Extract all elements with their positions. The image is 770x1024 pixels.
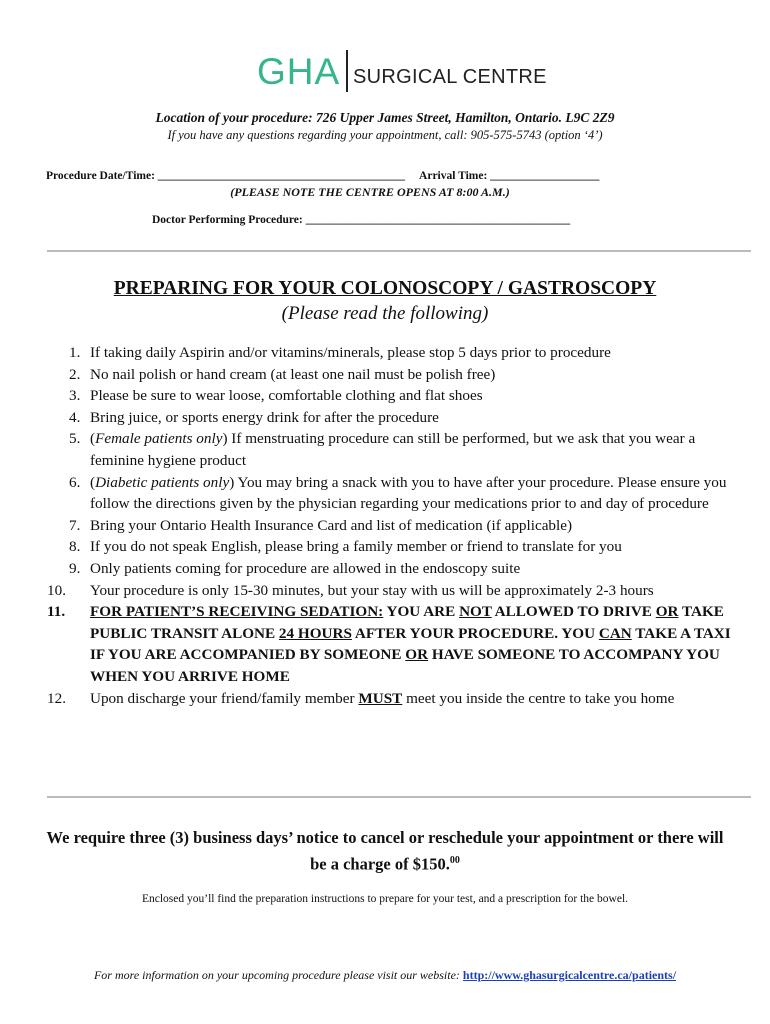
opens-note-text: (PLEASE NOTE THE CENTRE OPENS AT 8:00 A.M.) [230,185,510,199]
item-text: If you do not speak English, please bring a family member or friend to translate for you [90,538,622,556]
item-paren: ) [222,430,228,448]
item-text: No nail polish or hand cream (at least one nail must be polish free) [90,365,496,383]
item-text: NOT [459,603,492,621]
list-item [47,364,747,386]
item-number: 11. [47,603,66,621]
item-text: FOR PATIENT’S RECEIVING SEDATION: [90,603,384,621]
cancellation-superscript: 00 [449,855,460,866]
logo-divider [346,50,348,92]
logo-subtitle: SURGICAL CENTRE [353,66,547,88]
item-text: Please be sure to wear loose, comfortable clothing and flat shoes [90,387,483,405]
item-number: 5. [69,430,81,448]
opens-note [0,185,770,200]
list-item [47,536,747,558]
divider-bottom [47,796,751,798]
item-paren: ( [90,430,96,448]
cancellation-notice [40,826,730,876]
item-text: TAKE A TAXI IF YOU ARE ACCOMPANIED BY SOMEONE [90,624,731,664]
item-text: YOU ARE [383,603,460,621]
item-text: Only patients coming for procedure are allowed in the endoscopy suite [90,559,521,577]
cancellation-text: We require three (3) business days’ notice to cancel or reschedule your appointment or there will be a charge of $150. [46,828,724,874]
list-item [47,688,747,710]
divider-top [47,250,751,252]
item-text: OR [405,646,429,664]
list-item [47,407,747,429]
list-item-sedation [47,601,747,687]
website-link[interactable]: http://www.ghasurgicalcentre.ca/patients/ [462,968,677,982]
enclosed-note: Enclosed you’ll find the preparation instructions to prepare for your test, and a prescription for the bowel. [141,893,629,905]
list-item [47,342,747,364]
doctor-field[interactable]: Doctor Performing Procedure: ______________________________________________ [152,214,571,226]
item-text: TAKE PUBLIC TRANSIT ALONE [90,603,724,642]
procedure-date-row [46,170,599,182]
footer-text: For more information on your upcoming procedure please visit our website: [93,968,463,982]
footer [0,968,770,983]
item-paren: ) [229,473,235,491]
item-number: 1. [69,344,81,361]
questions-contact: If you have any questions regarding your appointment, call: 905-575-5743 (option ‘4’) [167,128,603,142]
instructions-list [47,342,747,709]
page-title: PREPARING FOR YOUR COLONOSCOPY / GASTROSCOPY [113,278,657,299]
item-text: You may bring a snack with you to have after your procedure. Please ensure you follow the directions given by the physician regarding your medications prior to and day of procedure [90,473,727,513]
item-text: If taking daily Aspirin and/or vitamins/minerals, please stop 5 days prior to procedure [90,344,611,361]
list-item [47,472,747,515]
logo [0,48,770,94]
item-emphasis: Diabetic patients only [95,473,230,491]
item-number: 10. [47,581,66,599]
list-item [47,580,747,602]
item-number: 8. [69,538,81,556]
list-item [47,385,747,407]
arrival-time-field[interactable]: Arrival Time: ___________________ [419,170,600,182]
item-text: Bring juice, or sports energy drink for after the procedure [90,408,439,426]
list-item [47,428,747,471]
item-text: AFTER YOUR PROCEDURE. YOU [351,624,599,642]
list-item [47,515,747,537]
procedure-location: Location of your procedure: 726 Upper James Street, Hamilton, Ontario. L9C 2Z9 [155,110,615,125]
item-text: meet you inside the centre to take you home [402,689,675,707]
item-text: Upon discharge your friend/family member [90,689,359,707]
item-number: 9. [69,559,81,577]
item-text: MUST [358,689,403,707]
item-emphasis: Female patients only [95,430,223,448]
item-text: Your procedure is only 15-30 minutes, but your stay with us will be approximately 2-3 hours [90,581,654,599]
item-paren: ( [90,473,96,491]
item-text: HAVE SOMEONE TO ACCOMPANY YOU WHEN YOU ARRIVE HOME [90,646,720,685]
item-number: 2. [69,365,81,383]
item-number: 7. [69,516,81,534]
item-text: 24 HOURS [278,624,352,642]
item-text: OR [655,603,679,621]
item-text: If menstruating procedure can still be performed, but we ask that you wear a feminine hygiene product [90,430,696,469]
item-text: Bring your Ontario Health Insurance Card and list of medication (if applicable) [90,516,573,534]
logo-brand: GHA [257,51,341,92]
item-number: 4. [69,408,81,426]
procedure-date-field[interactable]: Procedure Date/Time: ___________________________________________ [46,170,406,182]
item-text: CAN [598,624,632,642]
item-text: ALLOWED TO DRIVE [491,603,656,621]
item-number: 12. [47,689,66,707]
item-number: 3. [69,387,81,405]
page-subtitle: (Please read the following) [281,303,489,324]
list-item [47,558,747,580]
item-number: 6. [69,473,81,491]
